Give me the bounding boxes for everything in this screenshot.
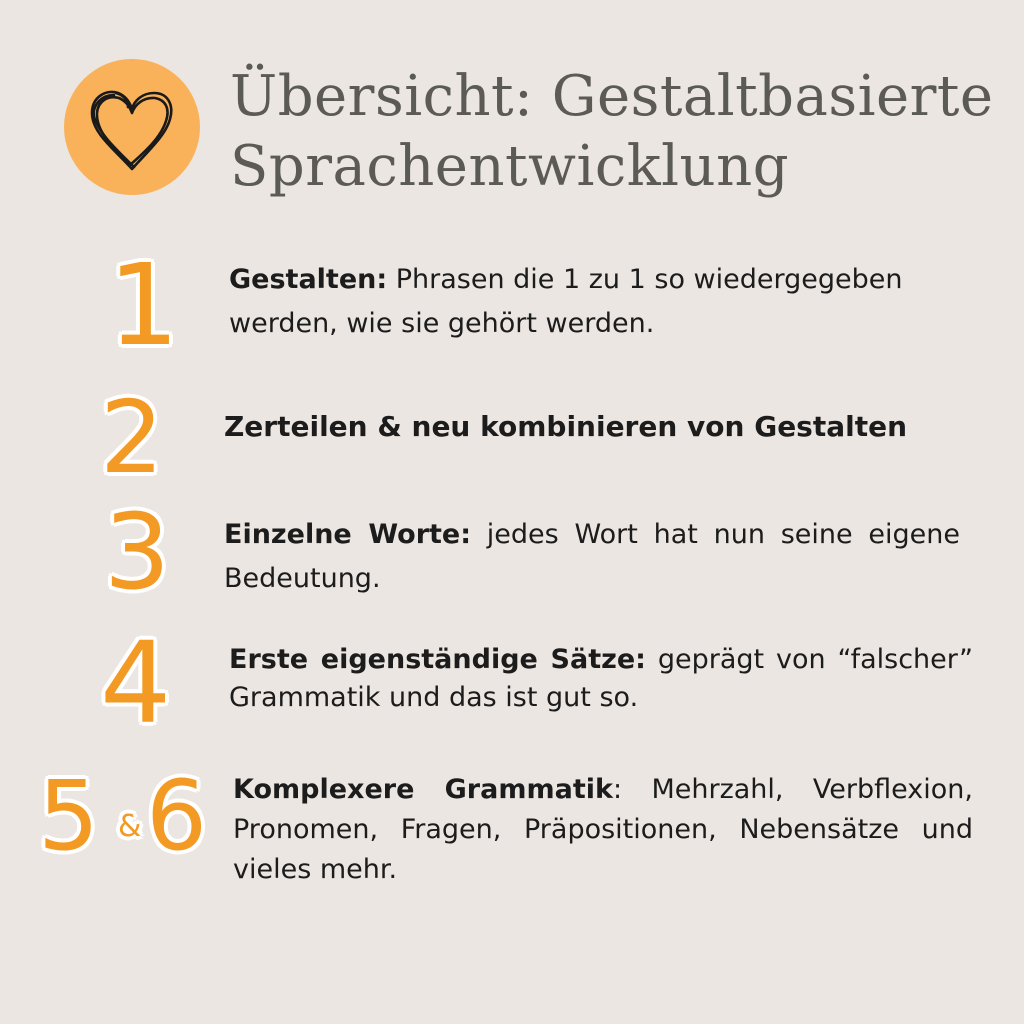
step-ampersand: & (118, 809, 142, 844)
step-3-text (224, 513, 960, 601)
title-line-2: Sprachentwicklung (230, 134, 790, 199)
step-number-5: 5 (38, 760, 100, 872)
step-number-1: 1 (108, 241, 180, 371)
step-1-heading: Gestalten: (229, 264, 388, 295)
step-4-text (229, 641, 973, 717)
step-2-text (224, 405, 984, 449)
step-number-2: 2 (100, 379, 164, 496)
step-number-3: 3 (104, 491, 171, 613)
step-3-description: jedes Wort hat nun seine eigene Bedeutung. (224, 519, 960, 594)
title-line-1: Übersicht: Gestaltbasierte (230, 64, 994, 129)
step-3-heading: Einzelne Worte: (224, 519, 472, 550)
step-5-6-text (233, 770, 973, 890)
step-5-6-description: : Mehrzahl, Verbflexion, Pronomen, Fragen, Präpositionen, Nebensätze und vieles mehr. (233, 774, 973, 885)
heart-badge (62, 57, 202, 197)
step-4-heading: Erste eigenständige Sätze: (229, 644, 646, 675)
step-number-6: 6 (146, 760, 208, 872)
step-2-heading: Zerteilen & neu kombinieren von Gestalten (224, 410, 908, 443)
step-4-description: geprägt von “falscher” Grammatik und das ist gut so. (229, 644, 973, 713)
step-5-6-heading: Komplexere Grammatik (233, 774, 613, 805)
step-1-text (229, 258, 989, 346)
page-title (230, 62, 1010, 202)
heart-icon (62, 57, 202, 197)
step-number-4: 4 (100, 619, 172, 749)
step-1-description: Phrasen die 1 zu 1 so wiedergegeben werden, wie sie gehört werden. (229, 264, 903, 339)
